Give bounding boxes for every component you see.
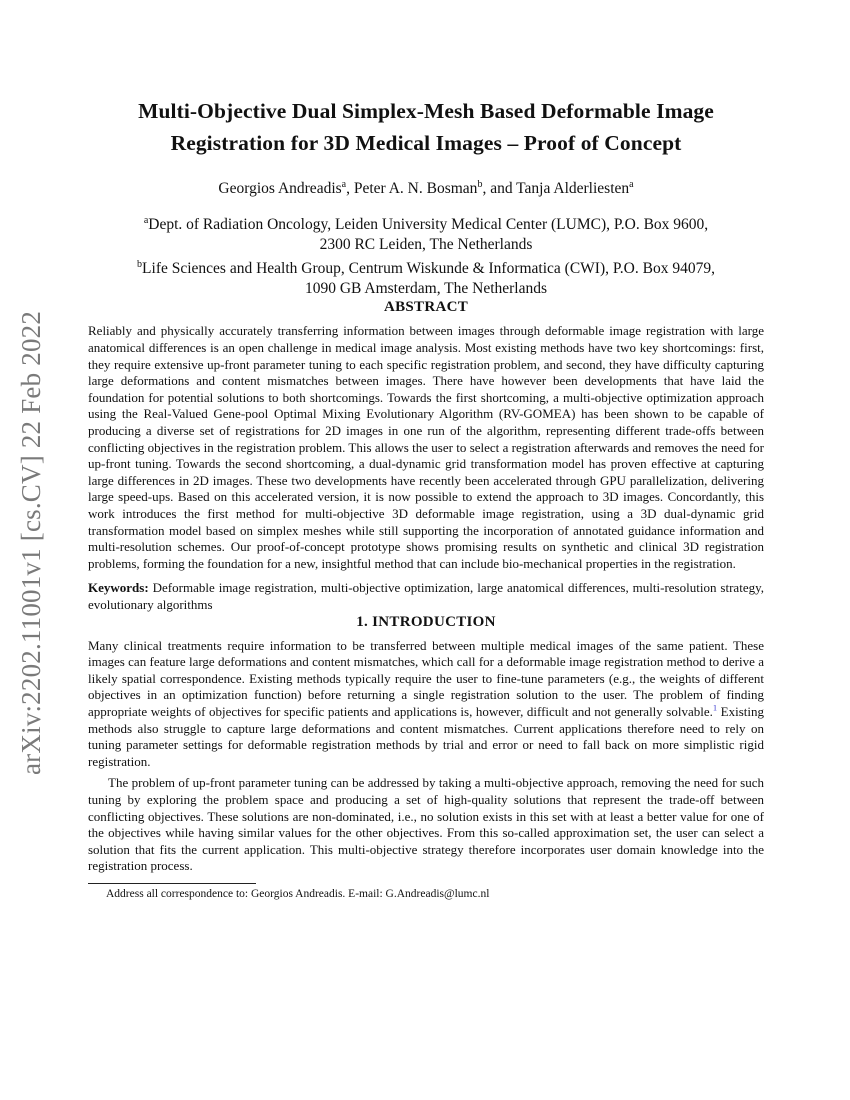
intro-paragraph-1 <box>88 638 764 771</box>
intro-p1-text-b: Existing methods also struggle to capture large deformations and content mismatches. Current applications therefore need to rely on tuning parameter settings for deformable registration methods by trial and error or need to fall back on more simplistic rigid registration. <box>88 703 764 769</box>
intro-p1-text-a: Many clinical treatments require information to be transferred between multiple medical images of the same patient. These images can feature large deformations and content mismatches, which call for a deformable image registration method to derive a likely spatial correspondence. Existing methods typically require the user to fine-tune parameters (e.g., the weights of different objectives in an optimization function) before returning a single registration solution to the user. The problem of finding appropriate weights of objectives for specific patients and applications is, however, difficult and not generally solvable. <box>88 637 764 719</box>
paper-page <box>88 95 764 901</box>
abstract-text: Reliably and physically accurately transferring information between images through deformable image registration with large anatomical differences is an open challenge in medical image analysis. Most existing methods have two key shortcomings: first, they require extensive up-front parameter tuning to each specific registration problem, and second, they have difficulty capturing large deformations and content mismatches between images. There have however been developments that have laid the foundation for potential solutions to both shortcomings. Towards the first shortcoming, a multi-objective optimization approach using the Real-Valued Gene-pool Optimal Mixing Evolutionary Algorithm (RV-GOMEA) has been shown to be capable of producing a diverse set of registrations for 2D images in one run of the algorithm, representing different trade-offs between conflicting objectives in the registration problem. This allows the user to select a registration afterwards and removes the need for up-front tuning. Towards the second shortcoming, a dual-dynamic grid transformation model has proven effective at capturing large differences in 2D images. These two developments have recently been accelerated through GPU parallelization, delivering large speed-ups. Based on this accelerated version, it is now possible to extend the approach to 3D images. Concordantly, this work introduces the first method for multi-objective 3D deformable image registration, using a 3D dual-dynamic grid transformation model based on simplex meshes while still supporting the incorporation of annotated guidance information and multi-resolution schemes. Our proof-of-concept prototype shows promising results on synthetic and clinical 3D registration problems, forming the foundation for a new, insightful method that can include bio-mechanical properties in the registration. <box>88 323 764 571</box>
affiliation-marker: a <box>341 179 347 190</box>
paper-title <box>88 95 764 159</box>
affiliation-line: Life Sciences and Health Group, Centrum Wiskunde & Informatica (CWI), P.O. Box 94079, <box>142 260 715 278</box>
abstract-heading: ABSTRACT <box>383 299 469 316</box>
affiliation-marker: a <box>143 215 149 227</box>
affiliation-b <box>88 255 764 299</box>
intro-paragraph-2: The problem of up-front parameter tuning can be addressed by taking a multi-objective approach, removing the need for such tuning by exploring the problem space and producing a set of high-quality solutions that represent the trade-off between conflicting objectives. These solutions are non-dominated, i.e., no solution exists in this set with at least a better value for one of the objectives while having similar values for the other objectives. From this so-called approximation set, the user can select a solution that fits the current application. This multi-objective strategy therefore incorporates user domain knowledge into the registration process. <box>88 775 764 874</box>
introduction-heading: 1. INTRODUCTION <box>356 613 496 630</box>
affiliations <box>88 211 764 299</box>
author-separator: , and <box>482 180 517 198</box>
footnote-divider <box>88 883 256 884</box>
title-line-1: Multi-Objective Dual Simplex-Mesh Based Deformable Image <box>138 99 714 123</box>
keywords-text: Deformable image registration, multi-objective optimization, large anatomical differences, multi-resolution strategy, evolutionary algorithms <box>88 580 764 612</box>
affiliation-line: 2300 RC Leiden, The Netherlands <box>319 236 533 254</box>
affiliation-marker: b <box>137 259 143 271</box>
keywords-label: Keywords: <box>88 580 149 596</box>
author-name: Georgios Andreadis <box>218 180 342 198</box>
affiliation-line: 1090 GB Amsterdam, The Netherlands <box>304 280 548 298</box>
correspondence-footnote: Address all correspondence to: Georgios Andreadis. E-mail: G.Andreadis@lumc.nl <box>106 887 490 900</box>
author-list <box>88 175 764 199</box>
keywords <box>88 580 764 613</box>
affiliation-marker: a <box>629 179 634 190</box>
citation-link[interactable]: 1 <box>712 702 718 713</box>
affiliation-a <box>88 211 764 255</box>
author-name: Peter A. N. Bosman <box>353 180 478 198</box>
author-name: Tanja Alderliesten <box>516 180 630 198</box>
affiliation-marker: b <box>477 179 483 190</box>
affiliation-line: Dept. of Radiation Oncology, Leiden University Medical Center (LUMC), P.O. Box 9600, <box>148 216 709 234</box>
arxiv-margin-identifier: arXiv:2202.11001v1 [cs.CV] 22 Feb 2022 <box>16 310 46 775</box>
author-separator: , <box>346 180 354 198</box>
title-line-2: Registration for 3D Medical Images – Proof of Concept <box>170 131 682 155</box>
